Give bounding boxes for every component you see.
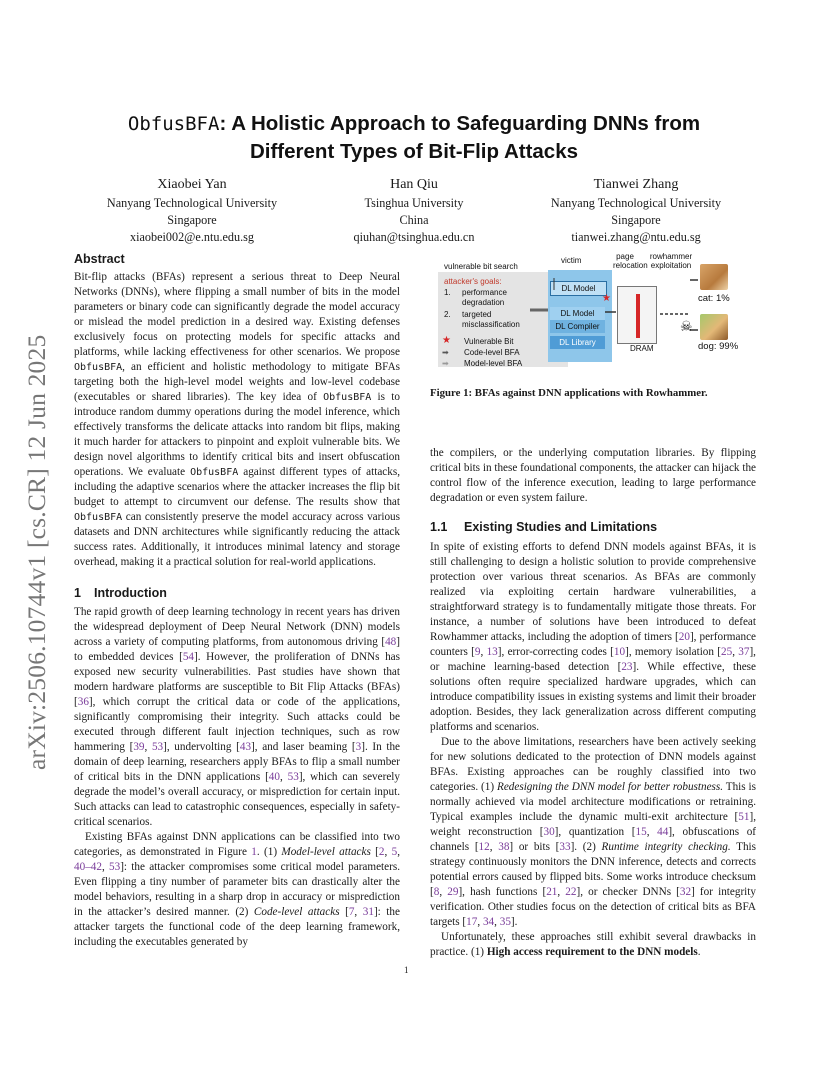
fig-label-rowhammer: rowhammer exploitation [649, 252, 693, 270]
citation-link[interactable]: 2 [378, 846, 385, 858]
right-continued-text: the compilers, or the underlying computation libraries. By flipping critical bits in these foundational components, the attacker can hijack the control flow of the inference execution, leading to large performance degradation or even system failure. [430, 447, 756, 504]
citation-link[interactable]: 22 [565, 886, 577, 898]
citation-link[interactable]: 9 [474, 646, 481, 658]
abstract-text: Bit-flip attacks (BFAs) represent a serious threat to Deep Neural Networks (DNNs), where flipping a small number of bits in the model parameters or binary code can significantly degrade the model accuracy or mislead the model prediction in a desired way. Existing defenses exclusively focus on protecting models for specific attacks and platforms, while lacking effectiveness for other scenarios. We propose ObfusBFA, an efficient and holistic methodology to mitigate BFAs targeting both the high-level model weights and low-level codebase (executables or shared libraries). The key idea of ObfusBFA is to introduce random dummy operations during the model inference, which effectively transforms the delicate attacks into random bit flips, making it much harder for attackers to pinpoint and exploit vulnerable bits. We design novel algorithms to identify critical bits and insert obfuscation operations. We evaluate ObfusBFA against different types of attacks, including the adaptive scenarios where the attacker increases the flip bit budget to attempt to circumvent our defense. The results show that ObfusBFA can consistently preserve the model accuracy across various datasets and DNN architectures while significantly reducing the attack success rates. Additionally, it introduces minimal latency and storage overhead, making it a practical solution for real-world applications. [74, 271, 401, 568]
citation-link[interactable]: 3 [355, 741, 362, 753]
author-block [82, 176, 302, 245]
fig-label-cat: cat: 1% [698, 293, 730, 304]
author-country: Singapore [167, 212, 217, 227]
citation-link[interactable]: 53 [109, 861, 121, 873]
author-name: Han Qiu [390, 177, 438, 192]
fig-label-page-relocation: page relocation [613, 252, 648, 270]
title-system-name: ObfusBFA [127, 113, 220, 135]
citation-link[interactable]: 48 [385, 636, 397, 648]
author-country: China [399, 212, 429, 227]
layer-dl-model: DL Model [550, 307, 605, 320]
title-line1: : A Holistic Approach to Safeguarding DNNs from [219, 112, 701, 135]
citation-link[interactable]: 5 [391, 846, 398, 858]
citation-link[interactable]: 10 [613, 646, 626, 658]
citation-link[interactable]: 31 [362, 906, 374, 918]
section-heading-existing-studies: 1.1 Existing Studies and Limitations [430, 520, 658, 534]
goal-text: performance [462, 288, 507, 297]
citation-link[interactable]: 53 [287, 771, 299, 783]
citation-link[interactable]: 17 [466, 916, 478, 928]
citation-link[interactable]: 13 [486, 646, 498, 658]
section-heading-introduction: 1 Introduction [74, 586, 167, 600]
author-affiliation: Nanyang Technological University [106, 196, 278, 210]
legend-code-level: Code-level BFA [464, 348, 520, 357]
goal-text: degradation [462, 298, 505, 307]
citation-link[interactable]: 36 [77, 696, 89, 708]
citation-link[interactable]: 8 [433, 886, 440, 898]
intro-paragraph-2: Existing BFAs against DNN applications can be classified into two categories, as demonstrated in Figure 1. (1) Model-level attacks [2, 5, 40–42, 53]: the attacker compromises some critical model parameters. Even flipping a tiny number of parameter bits can drastically alter the model behaviors, resulting in a sharp drop in accuracy or misprediction in the attacker’s desired manner. (2) Code-level attacks [7, 31]: the attacker targets the functional code of the deep learning framework, including the executables generated by [74, 831, 400, 948]
star-icon: ★ [602, 293, 611, 304]
legend-model-level: Model-level BFA [464, 359, 523, 368]
citation-link[interactable]: 23 [621, 661, 633, 673]
citation-link[interactable]: 51 [738, 811, 750, 823]
citation-link[interactable]: 21 [546, 886, 558, 898]
citation-link[interactable]: 7 [348, 906, 355, 918]
author-email[interactable]: tianwei.zhang@ntu.edu.sg [571, 229, 701, 244]
fig-label-vulnerable-bit-search: vulnerable bit search [444, 262, 518, 271]
citation-link[interactable]: 40–42 [74, 861, 102, 873]
star-icon: ★ [442, 335, 451, 346]
fig-attackers-goals: attacker's goals: [444, 277, 502, 286]
citation-link[interactable]: 43 [239, 741, 252, 753]
thin-arrow-icon: ➡ [442, 359, 449, 368]
author-email[interactable]: xiaobei002@e.ntu.edu.sg [130, 229, 254, 244]
author-block [526, 176, 746, 245]
citation-link[interactable]: 25 [721, 646, 733, 658]
citation-link[interactable]: 30 [543, 826, 555, 838]
citation-link[interactable]: 40 [268, 771, 280, 783]
layer-dl-model-top: DL Model [550, 281, 607, 296]
citation-link[interactable]: 53 [151, 741, 164, 753]
author-affiliation: Nanyang Technological University [550, 196, 722, 210]
fig-label-victim: victim [561, 256, 582, 265]
right-paragraph-2: Due to the above limitations, researchers have been actively seeking for new solutions dedicated to the protection of DNN models against BFAs. Existing approaches can be roughly classified into two categories. (1) Redesigning the DNN model for better robustness. This is normally achieved via model architecture modifications or retraining. Typical examples include the dynamic multi-exit architecture [51], weight reconstruction [30], quantization [15, 44], obfuscations of channels [12, 38] or bits [33]. (2) Runtime integrity checking. This strategy continuously monitors the DNN inference, detects and corrects potential errors caused by flipped bits. Some works introduce checksum [8, 29], hash functions [21, 22], or checker DNNs [32] for integrity verification. Other studies focus on the detection of critical bits as BFA targets [17, 34, 35]. [430, 736, 757, 928]
citation-link[interactable]: 39 [133, 741, 145, 753]
attacker-icon: ☠ [680, 318, 693, 334]
author-email[interactable]: qiuhan@tsinghua.edu.cn [353, 229, 475, 244]
intro-paragraph-1: The rapid growth of deep learning technology in recent years has driven the widespread deployment of Deep Neural Network (DNN) models across a variety of computing platforms, from autonomous driving [48] to embedded devices [54]. However, the proliferation of DNNs has exposed new security vulnerabilities. Past studies have shown that modern hardware platforms are susceptible to Bit Flip Attacks (BFAs) [36], which corrupt the critical data or code of the applications, significantly compromising their integrity. Such attacks could be executed through different fault injection techniques, such as row hammering [39, 53], undervolting [43], and laser beaming [3]. In the domain of deep learning, researchers apply BFAs to flip a small number of critical bits in the DNN applications [40, 53], which can severely degrade the model’s overall accuracy, or misprediction for certain input. Such attacks can lead to catastrophic consequences, especially in safety-critical scenarios. [74, 606, 401, 828]
citation-link[interactable]: 33 [559, 841, 571, 853]
citation-link[interactable]: 12 [478, 841, 490, 853]
author-name: Tianwei Zhang [593, 177, 679, 192]
citation-link[interactable]: 20 [678, 631, 690, 643]
right-column [430, 446, 756, 960]
citation-link[interactable]: 34 [482, 916, 495, 928]
author-block [304, 176, 524, 245]
citation-link[interactable]: 32 [679, 886, 692, 898]
citation-link[interactable]: 54 [182, 651, 194, 663]
thick-arrow-icon: ➡ [442, 348, 449, 357]
layer-dl-compiler: DL Compiler [550, 320, 605, 333]
abstract-heading: Abstract [74, 252, 125, 266]
author-name: Xiaobei Yan [157, 177, 227, 192]
author-country: Singapore [611, 212, 661, 227]
paper-title [90, 110, 738, 165]
dog-image [700, 314, 728, 340]
arxiv-side-stamp: arXiv:2506.10744v1 [cs.CR] 12 Jun 2025 [22, 334, 51, 770]
fig-label-dog: dog: 99% [698, 341, 739, 352]
figure-link[interactable]: 1 [251, 846, 257, 858]
fig-label-dram: DRAM [630, 344, 654, 353]
legend-vulnerable-bit: Vulnerable Bit [464, 337, 514, 346]
goal-text: misclassification [462, 320, 520, 329]
goal-number: 2. [444, 310, 451, 319]
citation-link[interactable]: 44 [657, 826, 669, 838]
right-paragraph-1: In spite of existing efforts to defend DNN models against BFAs, it is still challenging to design a holistic solution to provide comprehensive protection over various threat scenarios. As BFAs are commonly realized via exploiting certain hardware vulnerabilities, a straightforward strategy is to fundamentally mitigate those threats. For instance, a number of solutions have been introduced to defeat Rowhammer attacks, including the adoption of timers [20], performance counters [9, 13], error-correcting codes [10], memory isolation [25, 37], or machine learning-based detection [23]. While effective, these solutions often require specialized hardware upgrades, which can introduce compatibility issues in existing systems and limit their broader adoption. Besides, they lack generalization across different computing platforms and scenarios. [430, 541, 757, 733]
page-number: 1 [404, 965, 409, 975]
citation-link[interactable]: 37 [738, 646, 750, 658]
cat-image [700, 264, 728, 290]
goal-number: 1. [444, 288, 451, 297]
title-line2: Different Types of Bit-Flip Attacks [249, 140, 579, 163]
figure-1 [430, 250, 760, 370]
attack-bar [636, 294, 640, 338]
layer-dl-library: DL Library [550, 336, 605, 349]
citation-link[interactable]: 38 [498, 841, 510, 853]
right-paragraph-3: Unfortunately, these approaches still exhibit several drawbacks in practice. (1) High access requirement to the DNN models. [430, 931, 756, 958]
citation-link[interactable]: 15 [635, 826, 647, 838]
author-affiliation: Tsinghua University [364, 196, 464, 210]
citation-link[interactable]: 29 [447, 886, 459, 898]
figure-caption: Figure 1: BFAs against DNN applications with Rowhammer. [430, 387, 708, 399]
left-column [74, 252, 400, 950]
citation-link[interactable]: 35 [499, 916, 511, 928]
goal-text: targeted [462, 310, 492, 319]
